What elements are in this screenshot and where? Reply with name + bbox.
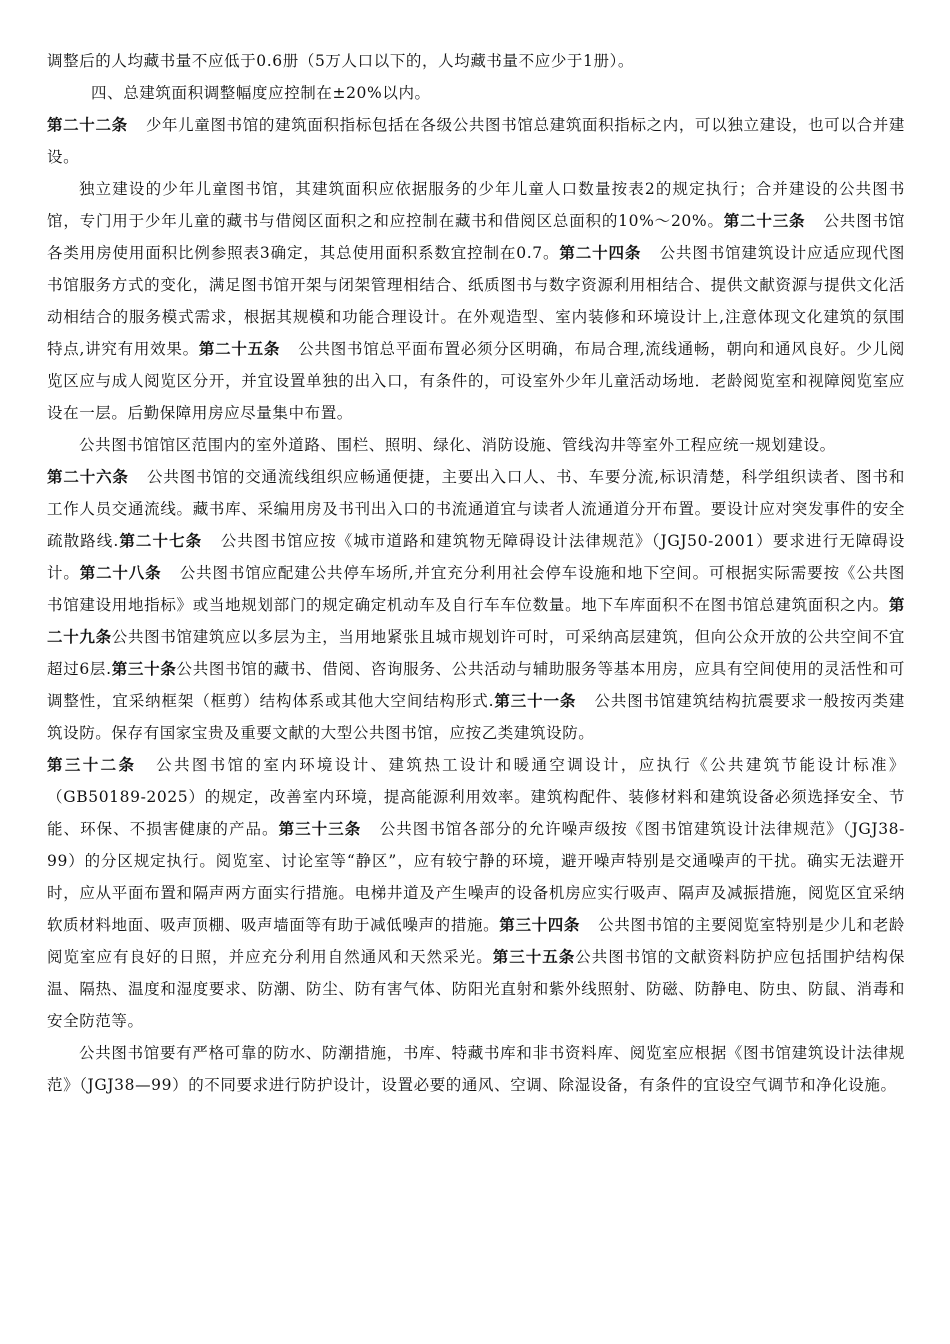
article-24-heading: 第二十四条 [559, 244, 642, 262]
article-26-heading: 第二十六条 [47, 468, 129, 486]
text-protection: 公共图书馆要有严格可靠的防水、防潮措施，书库、特藏书库和非书资料库、阅览室应根据《图书馆建筑设计法律规范》（JGJ38—99）的不同要求进行防护设计，设置必要的通风、空调、除湿设备，有条件的宜设空气调节和净化设施。 [47, 1044, 905, 1094]
article-22-text: 少年儿童图书馆的建筑面积指标包括在各级公共图书馆总建筑面积指标之内，可以独立建设，也可以合并建设。 [47, 116, 905, 166]
text-area-adjustment: 四、总建筑面积调整幅度应控制在±20%以内。 [91, 84, 431, 102]
article-23-text: 公共图书馆各类用房使用面积比例参照表3确定，其总使用面积系数宜控制在0.7。 [47, 212, 905, 262]
article-23-heading: 第二十三条 [723, 212, 806, 230]
paragraph-area-adjustment [47, 77, 905, 109]
article-34-text: 公共图书馆的主要阅览室特别是少儿和老龄阅览室应有良好的日照，并应充分利用自然通风和天然采光。 [47, 916, 905, 966]
article-32 [47, 749, 905, 1037]
text-independent: 独立建设的少年儿童图书馆，其建筑面积应依据服务的少年儿童人口数量按表2的规定执行；合并建设的公共图书馆，专门用于少年儿童的藏书与借阅区面积之和应控制在藏书和借阅区总面积的10%～20%。 [47, 180, 905, 230]
article-30-heading: 第三十条 [111, 660, 177, 678]
article-31-text: 公共图书馆建筑结构抗震要求一般按丙类建筑设防。保存有国家宝贵及重要文献的大型公共图书馆，应按乙类建筑设防。 [47, 692, 905, 742]
paragraph-outdoor [47, 429, 905, 461]
article-35-text: 公共图书馆的文献资料防护应包括围护结构保温、隔热、温度和湿度要求、防潮、防尘、防有害气体、防阳光直射和紫外线照射、防磁、防静电、防虫、防鼠、消毒和安全防范等。 [47, 948, 905, 1030]
paragraph-protection [47, 1037, 905, 1101]
article-26 [47, 461, 905, 749]
paragraph-independent [47, 173, 905, 429]
article-27-heading: 第二十七条 [118, 532, 203, 550]
article-31-heading: 第三十一条 [494, 692, 577, 710]
article-29-text: 公共图书馆建筑应以多层为主，当用地紧张且城市规划许可时，可采纳高层建筑，但向公众开放的公共空间不宜超过6层. [47, 628, 905, 678]
article-24-text: 公共图书馆建筑设计应适应现代图书馆服务方式的变化，满足图书馆开架与闭架管理相结合、纸质图书与数字资源利用相结合、提供文献资源与提供文化活动相结合的服务模式需求，根据其规模和功能合理设计。在外观造型、室内装修和环境设计上,注意体现文化建筑的氛围特点,讲究有用效果。 [47, 244, 905, 358]
article-25-text: 公共图书馆总平面布置必须分区明确，布局合理,流线通畅，朝向和通风良好。少儿阅览区应与成人阅览区分开，并宜设置单独的出入口，有条件的，可设室外少年儿童活动场地．老龄阅览室和视障阅览室应设在一层。后勤保障用房应尽量集中布置。 [47, 340, 905, 422]
article-29-heading: 第二十九条 [47, 596, 905, 646]
article-33-heading: 第三十三条 [278, 820, 362, 838]
text-outdoor: 公共图书馆馆区范围内的室外道路、围栏、照明、绿化、消防设施、管线沟井等室外工程应统一规划建设。 [79, 436, 836, 454]
article-34-heading: 第三十四条 [499, 916, 581, 934]
article-26-text: 公共图书馆的交通流线组织应畅通便捷，主要出入口人、书、车要分流,标识清楚，科学组织读者、图书和工作人员交通流线。藏书库、采编用房及书刊出入口的书流通道宜与读者人流通道分开布置。要设计应对突发事件的安全疏散路线. [47, 468, 905, 550]
article-25-heading: 第二十五条 [198, 340, 281, 358]
article-28-heading: 第二十八条 [79, 564, 162, 582]
article-30-text: 公共图书馆的藏书、借阅、咨询服务、公共活动与辅助服务等基本用房，应具有空间使用的灵活性和可调整性，宜采纳框架（框剪）结构体系或其他大空间结构形式. [47, 660, 905, 710]
article-35-heading: 第三十五条 [492, 948, 576, 966]
article-28-text: 公共图书馆应配建公共停车场所,并宜充分利用社会停车设施和地下空间。可根据实际需要按《公共图书馆建设用地指标》或当地规划部门的规定确定机动车及自行车车位数量。地下车库面积不在图书馆总建筑面积之内。 [47, 564, 905, 614]
article-27-text: 公共图书馆应按《城市道路和建筑物无障碍设计法律规范》（JGJ50-2001）要求进行无障碍设计。 [47, 532, 905, 582]
article-22-heading: 第二十二条 [47, 116, 128, 134]
document-page [47, 45, 905, 1101]
paragraph-per-capita [47, 45, 905, 77]
article-32-text: 公共图书馆的室内环境设计、建筑热工设计和暖通空调设计，应执行《公共建筑节能设计标准》（GB50189-2025）的规定，改善室内环境，提高能源利用效率。建筑构配件、装修材料和建筑设备必须选择安全、节能、环保、不损害健康的产品。 [47, 756, 905, 838]
article-33-text: 公共图书馆各部分的允许噪声级按《图书馆建筑设计法律规范》（JGJ38-99）的分区规定执行。阅览室、讨论室等“静区”，应有较宁静的环境，避开噪声特别是交通噪声的干扰。确实无法避开时，应从平面布置和隔声两方面实行措施。电梯井道及产生噪声的设备机房应实行吸声、隔声及减振措施，阅览区宜采纳软质材料地面、吸声顶棚、吸声墙面等有助于减低噪声的措施。 [47, 820, 905, 934]
text-per-capita: 调整后的人均藏书量不应低于0.6册（5万人口以下的，人均藏书量不应少于1册）。 [47, 52, 635, 70]
article-22 [47, 109, 905, 173]
article-32-heading: 第三十二条 [47, 756, 137, 774]
